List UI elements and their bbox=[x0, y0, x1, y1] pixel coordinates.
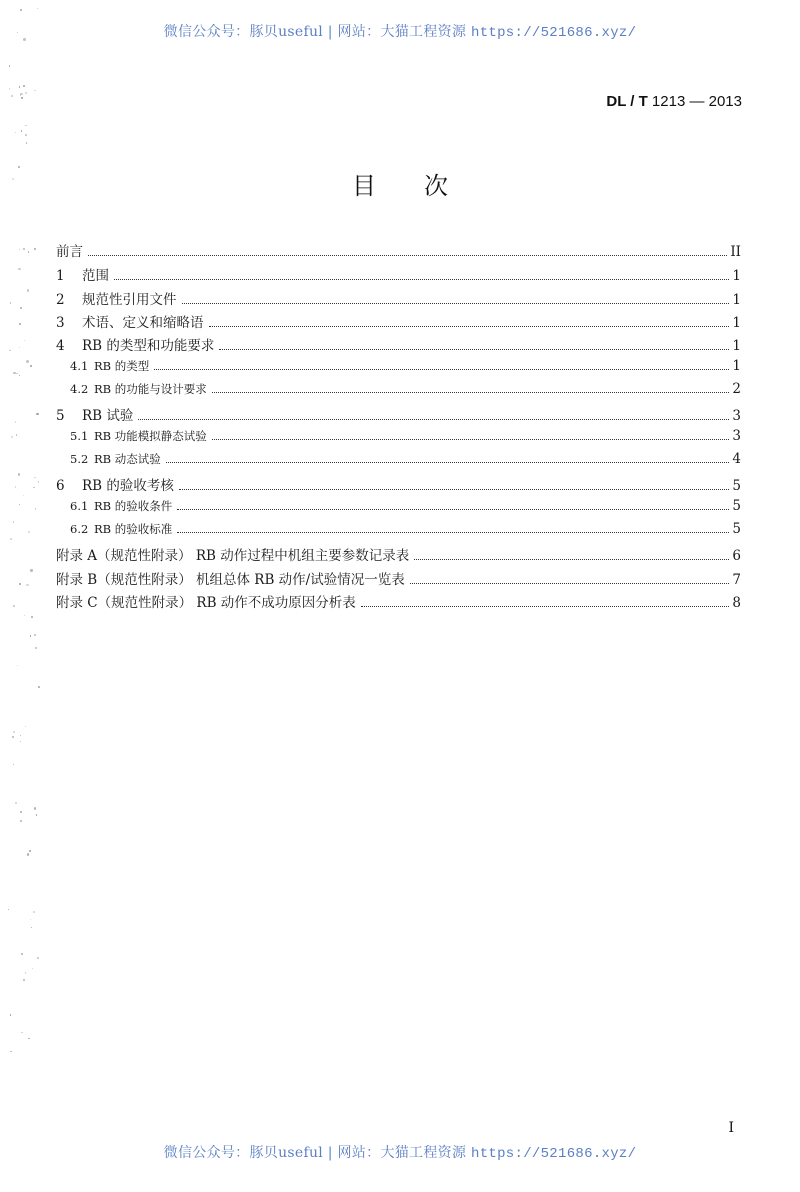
scan-speck bbox=[25, 726, 27, 728]
scan-speck bbox=[23, 495, 24, 496]
scan-speck bbox=[37, 8, 38, 9]
scan-speck bbox=[27, 289, 29, 291]
toc-entry[interactable] bbox=[56, 381, 741, 403]
toc-entry-number: 6.2 bbox=[70, 522, 89, 536]
scan-speck bbox=[9, 88, 10, 89]
scan-speck bbox=[25, 134, 27, 136]
scan-speck bbox=[13, 731, 15, 733]
scan-speck bbox=[35, 647, 36, 648]
toc-entry[interactable] bbox=[56, 521, 741, 543]
toc-entry-number: 4.1 bbox=[70, 359, 89, 373]
scan-speck bbox=[34, 477, 36, 479]
toc-entry-title: 术语、定义和缩略语 bbox=[82, 315, 204, 331]
scan-speck bbox=[31, 927, 32, 928]
doc-code-prefix: DL / T bbox=[606, 93, 652, 110]
toc-entry-page: 1 bbox=[732, 292, 741, 308]
toc-entry[interactable] bbox=[56, 544, 741, 566]
toc-entry-page: 2 bbox=[732, 381, 741, 397]
toc-entry[interactable] bbox=[56, 404, 741, 426]
dot-leader bbox=[212, 391, 730, 393]
scan-speck bbox=[20, 741, 21, 742]
dot-leader bbox=[179, 488, 730, 490]
scan-speck bbox=[19, 323, 21, 325]
watermark-bottom bbox=[0, 1142, 800, 1162]
toc-entry-number: 4.2 bbox=[70, 382, 89, 396]
scan-speck bbox=[13, 372, 15, 374]
scan-speck bbox=[30, 635, 31, 636]
scan-speck bbox=[28, 1038, 30, 1040]
toc-entry[interactable] bbox=[56, 591, 741, 613]
toc-entry-number: 4 bbox=[56, 338, 65, 354]
toc-entry-title: 前言 bbox=[56, 244, 83, 260]
dot-leader bbox=[361, 605, 730, 607]
scan-speck bbox=[38, 481, 39, 482]
scan-speck bbox=[33, 487, 35, 489]
dot-leader bbox=[182, 302, 730, 304]
watermark-text: 微信公众号：豚贝useful | 网站：大猫工程资源 bbox=[163, 1145, 471, 1161]
scan-speck bbox=[20, 820, 22, 822]
toc-entry-label bbox=[56, 591, 358, 611]
scan-speck bbox=[10, 1014, 11, 1015]
toc-entry-title: RB 的验收考核 bbox=[82, 478, 174, 494]
dot-leader bbox=[88, 254, 727, 256]
scan-speck bbox=[11, 436, 13, 438]
toc-entry-title: RB 的功能与设计要求 bbox=[94, 382, 207, 396]
toc-entry[interactable] bbox=[56, 568, 741, 590]
scan-speck bbox=[20, 307, 22, 309]
dot-leader bbox=[154, 368, 729, 370]
scan-speck bbox=[12, 736, 14, 738]
doc-code-number: 1213 — 2013 bbox=[651, 93, 742, 110]
scan-speck bbox=[9, 65, 11, 67]
scan-speck bbox=[16, 434, 18, 436]
scan-speck bbox=[15, 421, 17, 423]
page-number: I bbox=[728, 1120, 734, 1136]
scan-speck bbox=[15, 132, 16, 133]
scan-speck bbox=[34, 634, 36, 636]
scan-speck bbox=[19, 583, 21, 585]
toc-entry-number: 5.2 bbox=[70, 452, 89, 466]
scan-speck bbox=[30, 569, 32, 571]
scan-speck bbox=[25, 125, 27, 127]
scan-speck bbox=[20, 9, 22, 11]
toc-entry-title: 范围 bbox=[82, 268, 109, 284]
toc-entry-number: 5 bbox=[56, 408, 65, 424]
toc-entry-label bbox=[56, 474, 176, 494]
toc-entry-page: 6 bbox=[732, 548, 741, 564]
scan-speck bbox=[34, 90, 35, 91]
scan-speck bbox=[8, 909, 9, 910]
dot-leader bbox=[166, 461, 730, 463]
scan-speck bbox=[37, 957, 39, 959]
toc-entry[interactable] bbox=[56, 428, 741, 450]
scan-speck bbox=[28, 251, 29, 252]
scan-speck bbox=[15, 486, 16, 487]
toc-entry[interactable] bbox=[56, 288, 741, 310]
toc-entry-page: 1 bbox=[732, 338, 741, 354]
toc-entry-number: 6.1 bbox=[70, 499, 89, 513]
scan-speck bbox=[10, 538, 12, 540]
toc-entry-page: 5 bbox=[732, 521, 741, 537]
scan-speck bbox=[24, 340, 25, 341]
toc-entry-page: 1 bbox=[732, 315, 741, 331]
scan-speck bbox=[10, 302, 12, 304]
toc-entry[interactable] bbox=[56, 334, 741, 356]
watermark-top bbox=[0, 21, 800, 41]
scan-speck bbox=[9, 350, 11, 352]
toc-entry-page: 3 bbox=[732, 428, 741, 444]
toc-entry-label bbox=[56, 451, 163, 467]
scan-speck bbox=[36, 413, 38, 415]
scan-speck bbox=[25, 92, 27, 94]
toc-entry-title: 附录 C（规范性附录） RB 动作不成功原因分析表 bbox=[56, 595, 356, 611]
scan-speck bbox=[18, 268, 20, 270]
toc-entry-label bbox=[56, 381, 209, 397]
toc-entry-title: RB 的类型 bbox=[94, 359, 150, 373]
scan-speck bbox=[34, 248, 36, 250]
page-title bbox=[0, 166, 800, 201]
toc-entry-title: RB 的验收标准 bbox=[94, 522, 173, 536]
toc-entry-label bbox=[56, 428, 209, 444]
scan-speck bbox=[23, 85, 25, 87]
dot-leader bbox=[414, 558, 729, 560]
dot-leader bbox=[410, 582, 730, 584]
scan-speck bbox=[23, 248, 25, 250]
scan-speck bbox=[33, 911, 35, 913]
toc-entry-label bbox=[56, 498, 174, 514]
scan-speck bbox=[29, 850, 31, 852]
toc-entry-page: 7 bbox=[732, 572, 741, 588]
dot-leader bbox=[138, 418, 729, 420]
scan-speck bbox=[11, 95, 13, 97]
toc-entry-label bbox=[56, 288, 179, 308]
document-code bbox=[606, 93, 742, 110]
dot-leader bbox=[177, 508, 729, 510]
toc-entry[interactable] bbox=[56, 498, 741, 520]
scan-speck bbox=[34, 807, 36, 809]
toc-entry[interactable] bbox=[56, 451, 741, 473]
toc-entry-label bbox=[56, 358, 151, 374]
scan-speck bbox=[28, 531, 30, 533]
scan-speck bbox=[21, 953, 23, 955]
scan-speck bbox=[23, 979, 25, 981]
scan-speck bbox=[30, 919, 31, 920]
title-char-1: 目 bbox=[352, 172, 376, 200]
dot-leader bbox=[219, 348, 729, 350]
scan-speck bbox=[19, 249, 20, 250]
scan-speck bbox=[20, 735, 21, 736]
scan-speck bbox=[38, 686, 40, 688]
toc-entry[interactable] bbox=[56, 358, 741, 380]
watermark-link[interactable]: https://521686.xyz/ bbox=[471, 1146, 637, 1162]
scan-speck bbox=[10, 1051, 12, 1053]
scan-speck bbox=[18, 166, 20, 168]
toc-entry-label bbox=[56, 544, 411, 564]
scan-speck bbox=[16, 373, 18, 375]
toc-entry-title: 附录 B（规范性附录） 机组总体 RB 动作/试验情况一览表 bbox=[56, 572, 405, 588]
toc-entry-page: 5 bbox=[732, 478, 741, 494]
toc-entry-page: II bbox=[730, 244, 741, 260]
toc-entry-page: 4 bbox=[732, 451, 741, 467]
toc-entry-label bbox=[56, 311, 206, 331]
toc-entry[interactable] bbox=[56, 311, 741, 333]
watermark-link[interactable]: https://521686.xyz/ bbox=[471, 25, 637, 41]
toc-entry-title: RB 的类型和功能要求 bbox=[82, 338, 215, 354]
scan-speck bbox=[19, 86, 21, 88]
scan-speck bbox=[21, 97, 23, 99]
scan-speck bbox=[36, 814, 38, 816]
scan-speck bbox=[26, 584, 28, 586]
toc-entry-page: 1 bbox=[732, 268, 741, 284]
title-char-2: 次 bbox=[424, 172, 448, 200]
scan-speck bbox=[13, 605, 15, 607]
toc-entry-page: 3 bbox=[732, 408, 741, 424]
toc-entry-label bbox=[56, 521, 174, 537]
toc-entry-number: 6 bbox=[56, 478, 65, 494]
dot-leader bbox=[114, 278, 729, 280]
scan-speck bbox=[27, 853, 29, 855]
scan-speck bbox=[19, 347, 20, 348]
scan-speck bbox=[31, 616, 33, 618]
toc-entry-title: 附录 A（规范性附录） RB 动作过程中机组主要参数记录表 bbox=[56, 548, 410, 564]
scan-speck bbox=[21, 130, 23, 132]
dot-leader bbox=[177, 531, 729, 533]
scan-speck bbox=[19, 375, 20, 376]
toc-entry[interactable] bbox=[56, 264, 741, 286]
scan-speck bbox=[23, 38, 26, 41]
scan-speck bbox=[26, 142, 27, 143]
scan-speck bbox=[32, 968, 33, 969]
scan-speck bbox=[35, 508, 36, 509]
toc-entry-page: 8 bbox=[732, 595, 741, 611]
scan-speck bbox=[13, 521, 15, 523]
toc-entry-title: RB 试验 bbox=[82, 408, 134, 424]
scan-speck bbox=[20, 811, 22, 813]
toc-entry-label bbox=[56, 240, 85, 260]
scan-speck bbox=[24, 615, 25, 616]
toc-entry-number: 1 bbox=[56, 268, 65, 284]
toc-entry-label bbox=[56, 568, 407, 588]
scan-speck bbox=[26, 360, 29, 363]
watermark-text: 微信公众号：豚贝useful | 网站：大猫工程资源 bbox=[163, 24, 471, 40]
toc-entry[interactable] bbox=[56, 240, 741, 262]
scan-speck bbox=[25, 972, 27, 974]
scan-speck bbox=[13, 764, 14, 765]
toc-entry-title: 规范性引用文件 bbox=[82, 292, 177, 308]
dot-leader bbox=[209, 325, 730, 327]
toc-entry-title: RB 的验收条件 bbox=[94, 499, 173, 513]
toc-entry-label bbox=[56, 334, 216, 354]
toc-entry[interactable] bbox=[56, 474, 741, 496]
dot-leader bbox=[212, 438, 730, 440]
toc-entry-number: 2 bbox=[56, 292, 65, 308]
scan-speck bbox=[19, 504, 20, 505]
toc-entry-page: 1 bbox=[732, 358, 741, 374]
scan-speck bbox=[18, 473, 21, 476]
scan-speck bbox=[30, 365, 32, 367]
toc-entry-page: 5 bbox=[732, 498, 741, 514]
scan-speck bbox=[15, 802, 16, 803]
toc-entry-title: RB 功能模拟静态试验 bbox=[94, 429, 207, 443]
scan-speck bbox=[21, 1032, 22, 1033]
toc-entry-label bbox=[56, 404, 135, 424]
scan-speck bbox=[17, 665, 18, 666]
toc-entry-number: 5.1 bbox=[70, 429, 89, 443]
toc-entry-title: RB 动态试验 bbox=[94, 452, 161, 466]
toc-entry-number: 3 bbox=[56, 315, 65, 331]
toc-entry-label bbox=[56, 264, 111, 284]
